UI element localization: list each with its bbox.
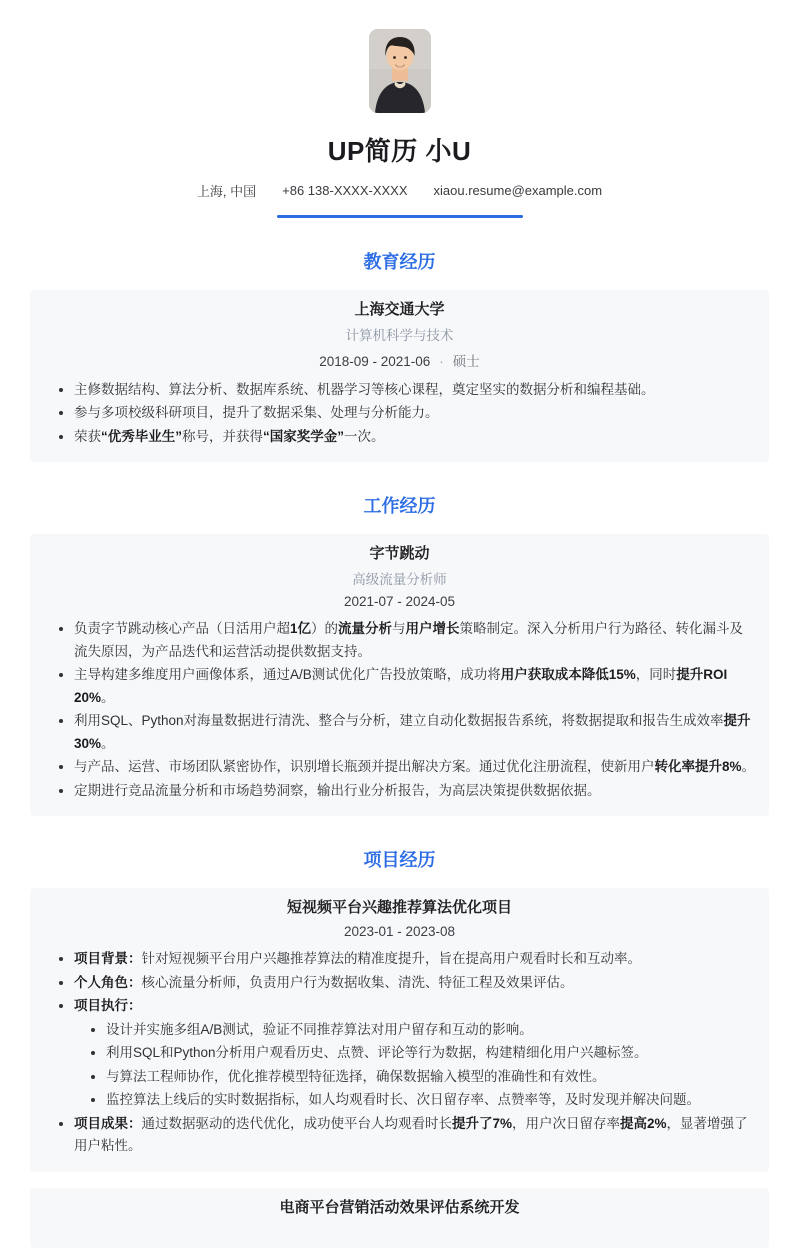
work-date: 2021-07 - 2024-05 [343, 594, 456, 610]
project-bullet: • 项目背景：针对短视频平台用户兴趣推荐算法的精准度提升，旨在提高用户观看时长和互动率。 [74, 948, 755, 971]
project-bullet: • 个人角色：核心流量分析师，负责用户行为数据收集、清洗、特征工程及效果评估。 [74, 972, 755, 995]
project-sub-bullet: • 与算法工程师协作，优化推荐模型特征选择，确保数据输入模型的准确性和有效性。 [106, 1066, 755, 1089]
work-bullet: • 主导构建多维度用户画像体系，通过A/B测试优化广告投放策略，成功将用户获取成本降低15%，同时提升ROI 20%。 [74, 664, 755, 709]
project-title: 短视频平台兴趣推荐算法优化项目 [286, 899, 512, 917]
project-bullet [74, 995, 755, 1112]
work-card [30, 534, 769, 816]
contact-phone: +86 138-XXXX-XXXX [282, 183, 408, 198]
dot-separator: · [439, 353, 444, 369]
school-name: 上海交通大学 [354, 301, 445, 318]
education-bullet: • 参与多项校级科研项目，提升了数据采集、处理与分析能力。 [74, 402, 755, 425]
job-position: 高级流量分析师 [352, 572, 447, 588]
section-title-projects: 项目经历 [363, 850, 436, 871]
education-bullet-list [44, 379, 755, 449]
project-bullet-label: 项目执行： [74, 998, 142, 1014]
project-exec-sublist [74, 1019, 755, 1112]
education-bullet: • 荣获“优秀毕业生”称号，并获得“国家奖学金”一次。 [74, 426, 755, 449]
project-card-2 [30, 1188, 769, 1248]
company-name: 字节跳动 [369, 545, 430, 563]
project-date: 2023-01 - 2023-08 [343, 924, 456, 940]
photo-container [0, 29, 799, 113]
header-divider [277, 215, 523, 218]
education-degree: 硕士 [452, 353, 480, 369]
project-title: 电商平台营销活动效果评估系统开发 [279, 1198, 520, 1216]
education-card [30, 290, 769, 462]
section-title-education: 教育经历 [363, 252, 436, 272]
contact-email: xiaou.resume@example.com [433, 183, 603, 198]
project-bullet: • 项目成果：通过数据驱动的迭代优化，成功使平台人均观看时长提升了7%，用户次日留存率提高2%，显著增强了用户粘性。 [74, 1113, 755, 1158]
education-date-row [44, 350, 755, 370]
work-bullet: • 利用SQL、Python对海量数据进行清洗、整合与分析，建立自动化数据报告系统，将数据提取和报告生成效率提升30%。 [74, 710, 755, 755]
work-bullet: • 定期进行竞品流量分析和市场趋势洞察，输出行业分析报告，为高层决策提供数据依据。 [74, 780, 755, 803]
project-card-1 [30, 888, 769, 1172]
project-sub-bullet: • 利用SQL和Python分析用户观看历史、点赞、评论等行为数据，构建精细化用户兴趣标签。 [106, 1042, 755, 1065]
project-sub-bullet: • 监控算法上线后的实时数据指标，如人均观看时长、次日留存率、点赞率等，及时发现并解决问题。 [106, 1089, 755, 1112]
education-major: 计算机科学与技术 [345, 327, 454, 343]
education-date: 2018-09 - 2021-06 [319, 353, 431, 369]
project-sub-bullet: • 设计并实施多组A/B测试，验证不同推荐算法对用户留存和互动的影响。 [106, 1019, 755, 1042]
candidate-name: UP简历 小U [327, 136, 472, 166]
project-bullet-list [44, 948, 755, 1158]
profile-photo-illustration [369, 29, 431, 113]
education-bullet: • 主修数据结构、算法分析、数据库系统、机器学习等核心课程，奠定坚实的数据分析和编程基础。 [74, 379, 755, 402]
contact-location: 上海, 中国 [196, 184, 257, 199]
contact-row [0, 181, 799, 200]
work-bullet: • 与产品、运营、市场团队紧密协作，识别增长瓶颈并提出解决方案。通过优化注册流程，使新用户转化率提升8%。 [74, 756, 755, 779]
section-title-work: 工作经历 [363, 496, 436, 517]
work-bullet: • 负责字节跳动核心产品（日活用户超1亿）的流量分析与用户增长策略制定。深入分析用户行为路径、转化漏斗及流失原因，为产品迭代和运营活动提供数据支持。 [74, 618, 755, 663]
work-bullet-list [44, 618, 755, 802]
profile-photo [369, 29, 431, 113]
